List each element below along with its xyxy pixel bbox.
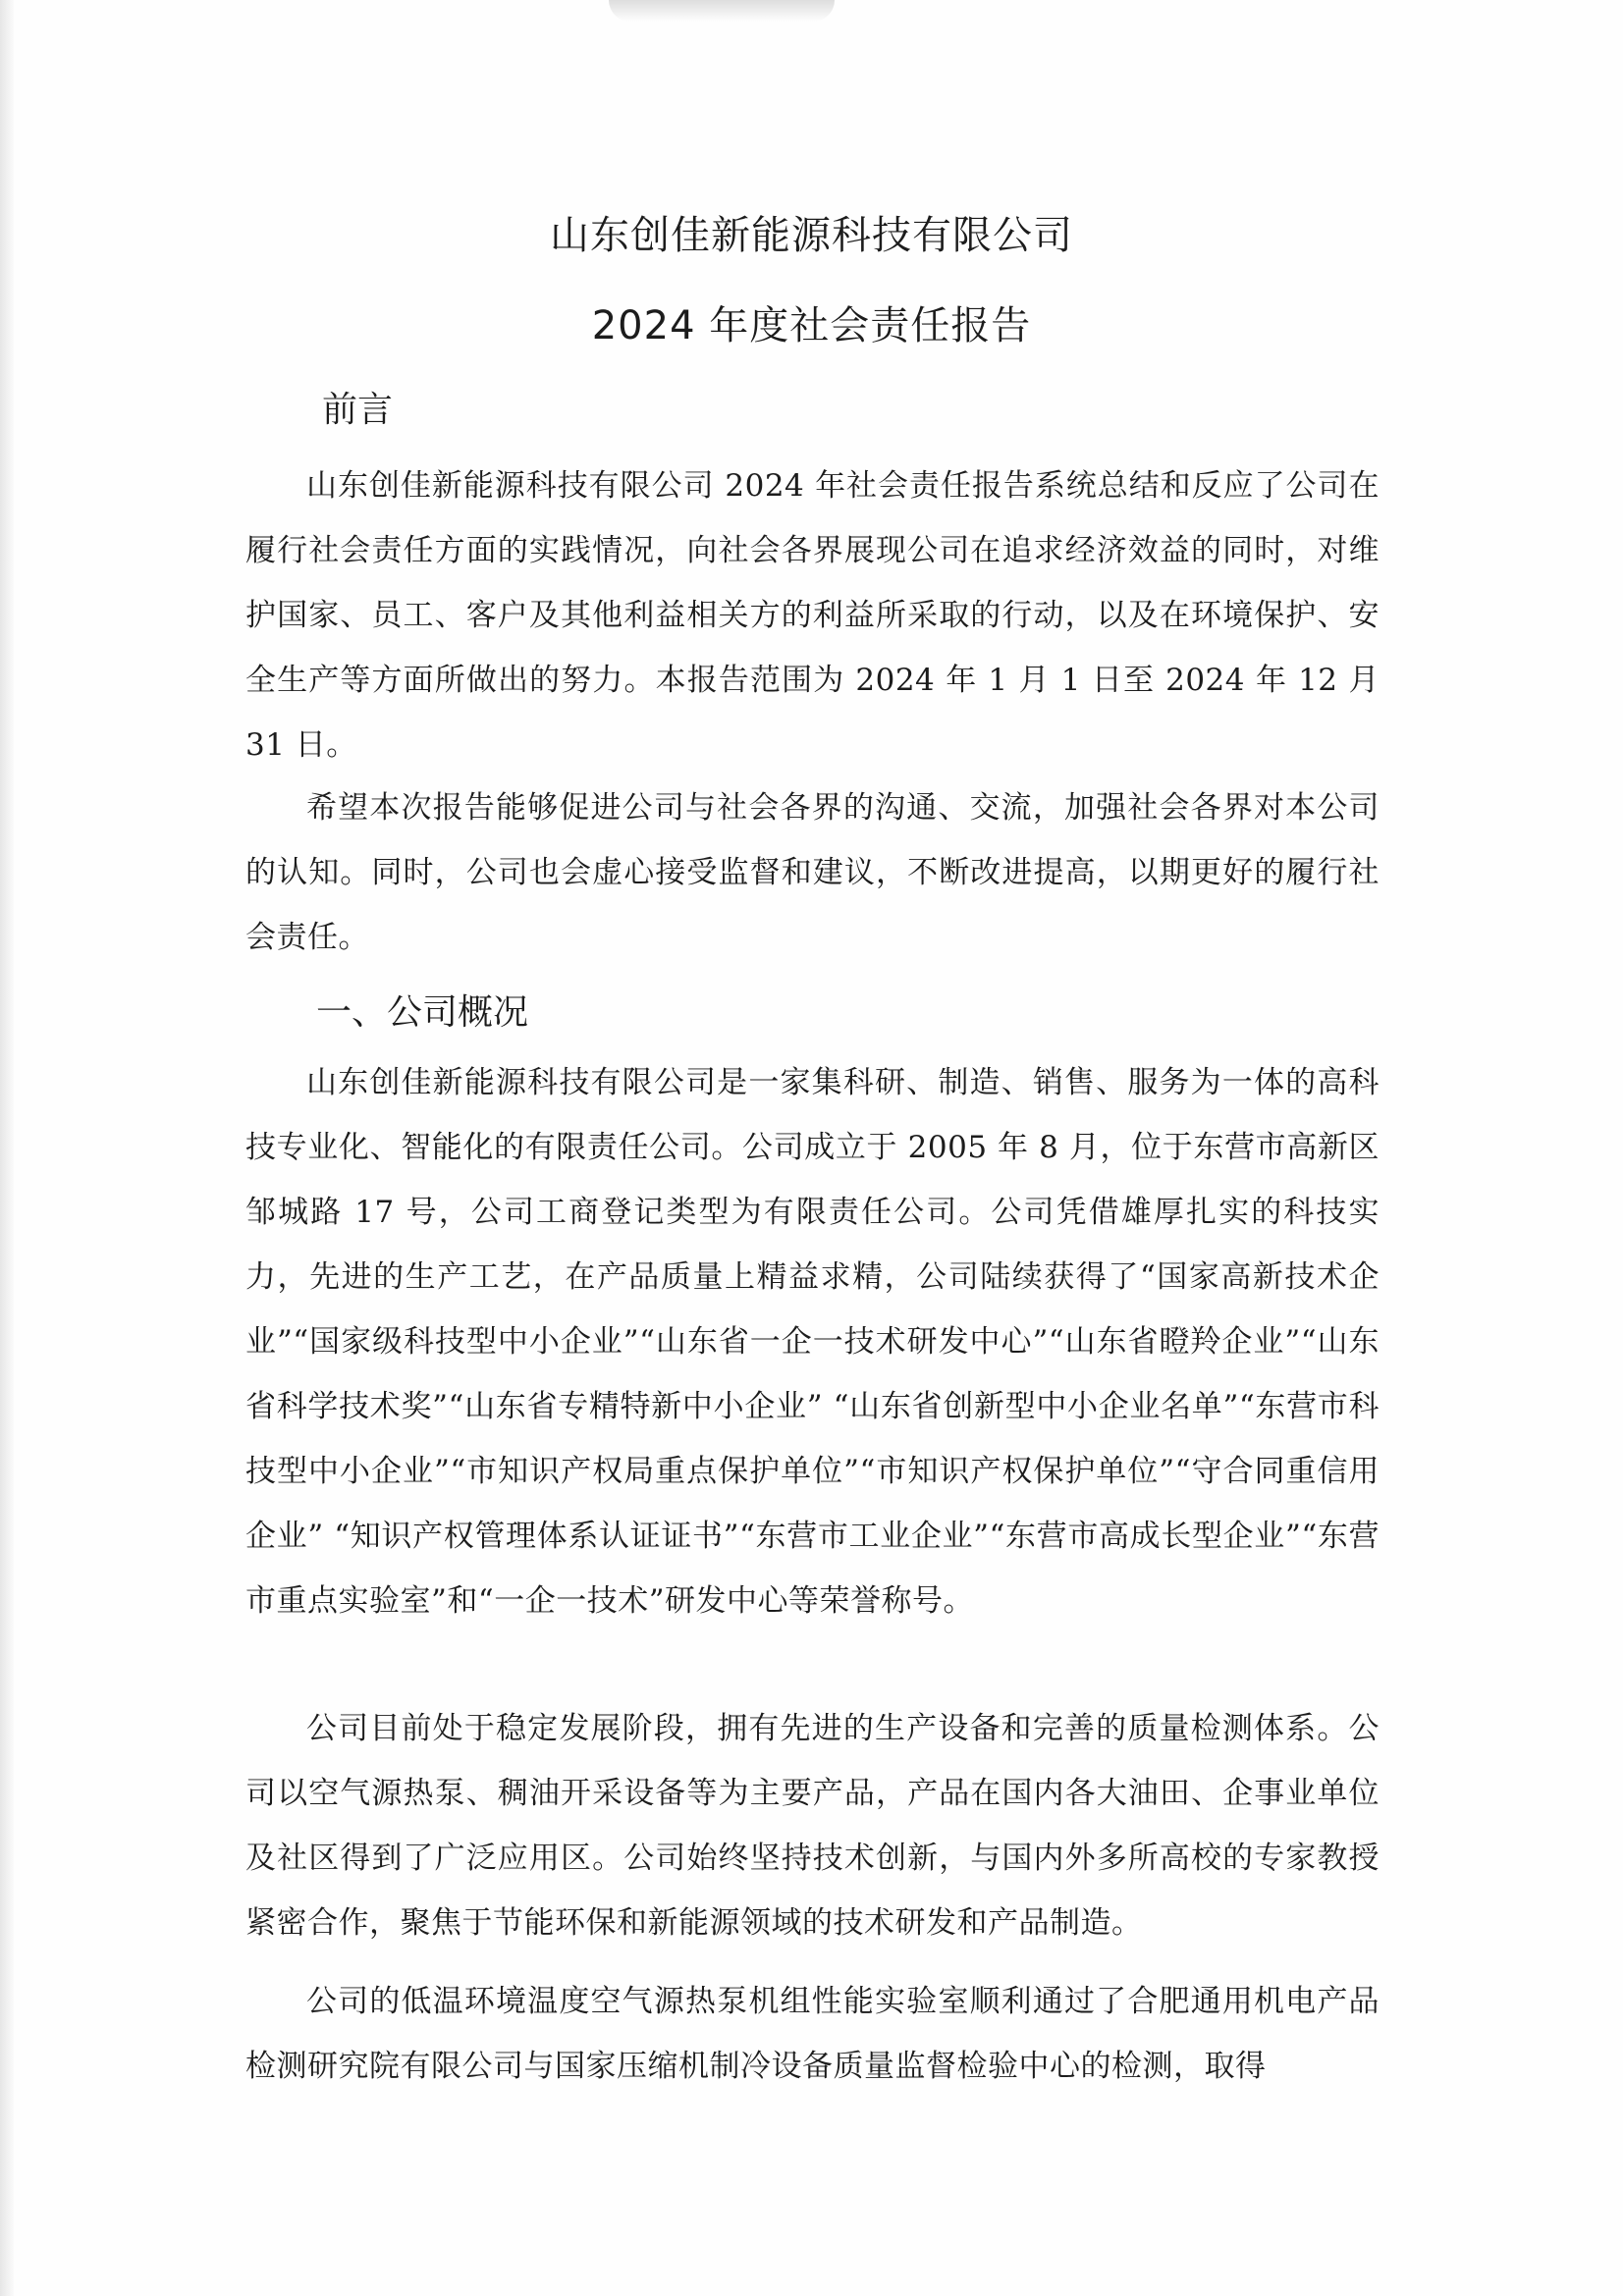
overview-paragraph-3: 公司的低温环境温度空气源热泵机组性能实验室顺利通过了合肥通用机电产品检测研究院有限公司与国家压缩机制冷设备质量监督检验中心的检测，取得	[245, 1984, 1380, 2084]
section-heading-company-overview: 一、公司概况	[316, 992, 529, 1033]
section-heading-preface: 前言	[322, 390, 394, 430]
overview-paragraph-1: 山东创佳新能源科技有限公司是一家集科研、制造、销售、服务为一体的高科技专业化、智能化的有限责任公司。公司成立于 2005 年 8 月，位于东营市高新区邹城路 17 号，公司工商登记类型为有限责任公司。公司凭借雄厚扎实的科技实力，先进的生产工艺，在产品质量上精益求精，公司陆续获得了“国家高新技术企业”“国家级科技型中小企业”“山东省一企一技术研发中心”“山东省瞪羚企业”“山东省科学技术奖”“山东省专精特新中小企业” “山东省创新型中小企业名单”“东营市科技型中小企业”“市知识产权局重点保护单位”“市知识产权保护单位”“守合同重信用企业” “知识产权管理体系认证证书”“东营市工业企业”“东营市高成长型企业”“东营市重点实验室”和“一企一技术”研发中心等荣誉称号。	[245, 1065, 1380, 1619]
scan-binding-mark	[609, 0, 835, 22]
preface-paragraph-2: 希望本次报告能够促进公司与社会各界的沟通、交流，加强社会各界对本公司的认知。同时，公司也会虚心接受监督和建议，不断改进提高，以期更好的履行社会责任。	[245, 790, 1380, 955]
document-title-company: 山东创佳新能源科技有限公司	[550, 213, 1073, 258]
preface-paragraph-1: 山东创佳新能源科技有限公司 2024 年社会责任报告系统总结和反应了公司在履行社会责任方面的实践情况，向社会各界展现公司在追求经济效益的同时，对维护国家、员工、客户及其他利益相关方的利益所采取的行动，以及在环境保护、安全生产等方面所做出的努力。本报告范围为 2024 年 1 月 1 日至 2024 年 12 月 31 日。	[245, 468, 1380, 763]
overview-paragraph-2: 公司目前处于稳定发展阶段，拥有先进的生产设备和完善的质量检测体系。公司以空气源热泵、稠油开采设备等为主要产品，产品在国内各大油田、企事业单位及社区得到了广泛应用区。公司始终坚持技术创新，与国内外多所高校的专家教授紧密合作，聚焦于节能环保和新能源领域的技术研发和产品制造。	[245, 1711, 1380, 1941]
document-title-report: 2024 年度社会责任报告	[591, 303, 1032, 348]
